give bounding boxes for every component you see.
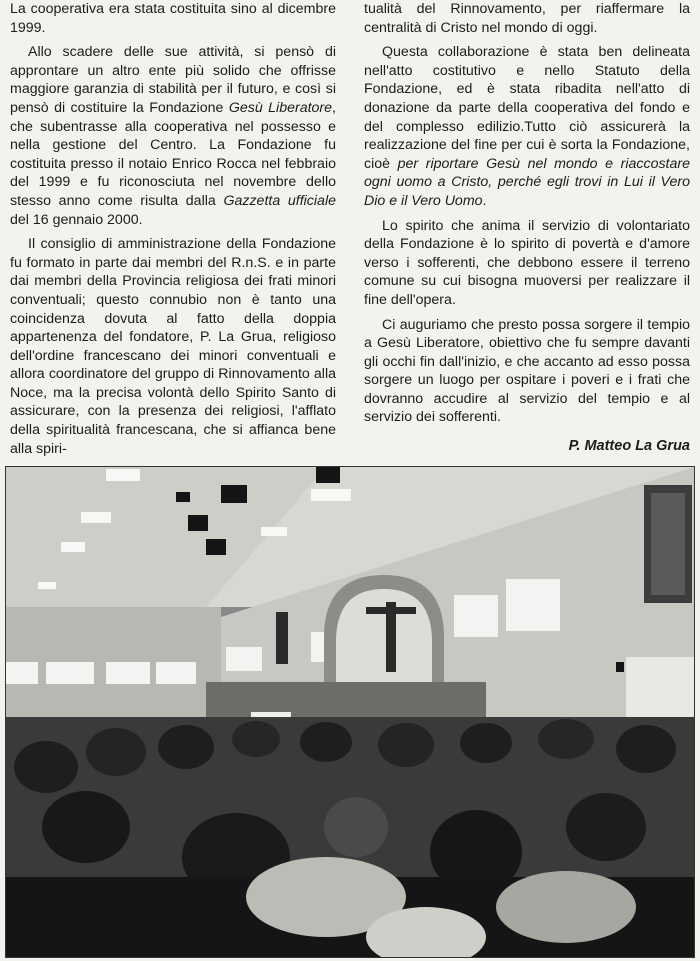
paragraph-text: Questa collaborazione è stata ben delineata nell'atto costitutivo e nello Statuto della Fondazione, ed è stata ribadita nell'atto di donazione da parte della cooperativa del fondo e del complesso edilizio.Tutto ciò assicurerà la realizzazione del fine per cui è sorta la Fondazione, cioè: [364, 44, 690, 172]
photo-speaker: [176, 492, 190, 502]
photo-crowd-head: [538, 719, 594, 759]
photo-speaker: [221, 485, 247, 503]
article-col2-paragraph: [364, 316, 690, 428]
italic-text: Gesù Liberatore: [228, 99, 333, 116]
article-columns: [10, 0, 690, 460]
photo-window: [226, 647, 262, 671]
photo-banner: [276, 612, 288, 664]
photo-doorway: [626, 657, 694, 727]
photo-light: [311, 489, 351, 501]
photo-crowd-head: [42, 791, 130, 863]
article-col1-paragraph: [10, 0, 336, 37]
photo-illustration: [6, 467, 694, 957]
paragraph-text: Allo scadere delle sue attività, si pensò di approntare un altro ente più solido che offrisse maggiore garanzia di stabilità per il futuro, e così si pensò di costituire la Fondazione: [10, 44, 336, 116]
author-signature: P. Matteo La Grua: [568, 438, 690, 455]
photo-light: [61, 542, 85, 552]
photo-crowd-head: [616, 725, 676, 773]
article-col2-paragraph: [364, 217, 690, 310]
photo-crowd-head: [566, 793, 646, 861]
paragraph-text: La cooperativa era stata costituita sino al dicembre 1999.: [10, 1, 336, 36]
photo-window: [6, 662, 38, 684]
photo-crowd-head: [378, 723, 434, 767]
photo-speaker: [316, 467, 340, 483]
article-col1-paragraph: [10, 235, 336, 458]
photo-window: [46, 662, 94, 684]
italic-text: Gazzetta ufficiale: [223, 192, 336, 209]
photo-crowd-head: [232, 721, 280, 757]
photo-window: [454, 595, 498, 637]
photo-crowd-head: [324, 797, 388, 857]
photo-light: [261, 527, 287, 536]
photo-light: [81, 512, 111, 523]
paragraph-text: .: [482, 192, 487, 209]
article-column-right: [364, 0, 690, 460]
photo-crowd-head: [14, 741, 78, 793]
photo-sign: [616, 662, 624, 672]
photo-crowd-head: [300, 722, 352, 762]
paragraph-text: , che subentrasse alla cooperativa nel possesso e nella gestione del Centro. La Fondazione fu costituita presso il notaio Enrico Rocca nel febbraio del 1999 e fu riconosciuta nel novembre dello stesso anno come risulta dalla: [10, 99, 336, 209]
photo-crucifix-horizontal: [366, 607, 416, 614]
article-col1-paragraph: [10, 43, 336, 229]
photo-crowd-head: [158, 725, 214, 769]
church-assembly-photo: [5, 466, 695, 958]
article-col2-paragraph: [364, 0, 690, 37]
article-column-left: [10, 0, 336, 460]
paragraph-text: Lo spirito che anima il servizio di volontariato della Fondazione è lo spirito di povertà e d'amore verso i sofferenti, che debbono essere il terreno comune su cui bisogna muoversi per realizzare il fine dell'opera.: [364, 217, 690, 308]
photo-wall-painting-inner: [651, 493, 685, 595]
photo-crowd-shirt: [496, 871, 636, 943]
photo-crowd-head: [86, 728, 146, 776]
photo-light: [38, 582, 56, 589]
paragraph-text: tualità del Rinnovamento, per riaffermare la centralità di Cristo nel mondo di oggi.: [364, 1, 690, 36]
photo-window: [506, 579, 560, 631]
photo-light: [106, 469, 140, 481]
photo-window: [106, 662, 150, 684]
article-column-right-body: [364, 0, 690, 427]
photo-speaker: [206, 539, 226, 555]
italic-text: per riportare Gesù nel mondo e riaccostare ogni uomo a Cristo, perché egli trovi in Lui il Vero Dio e il Vero Uomo: [364, 155, 691, 209]
photo-window: [156, 662, 196, 684]
article-col2-paragraph: [364, 43, 690, 210]
photo-crowd-head: [460, 723, 512, 763]
paragraph-text: Il consiglio di amministrazione della Fondazione fu formato in parte dai membri del R.n.S. e in parte dai membri della Provincia religiosa dei frati minori conventuali; questo connubio non è tanto una coincidenza dovuta al fatto della doppia appartenenza del fondatore, P. La Grua, religioso dell'ordine francescano dei minori conventuali e allora coordinatore del gruppo di Rinnovamento alla Noce, ma la precisa volontà dello Spirito Santo di assicurare, con la presenza dei religiosi, l'afflato della spiritualità francescana, che si affianca bene alla spiri-: [10, 236, 336, 457]
photo-speaker: [188, 515, 208, 531]
paragraph-text: del 16 gennaio 2000.: [10, 211, 143, 228]
paragraph-text: Ci auguriamo che presto possa sorgere il tempio a Gesù Liberatore, obiettivo che fu sempre davanti gli occhi fin dall'inizio, e che accanto ad esso possa sorgere un luogo per ospitare i poveri e i frati che dovranno accudire al servizio del tempio e al servizio dei sofferenti.: [364, 316, 690, 426]
